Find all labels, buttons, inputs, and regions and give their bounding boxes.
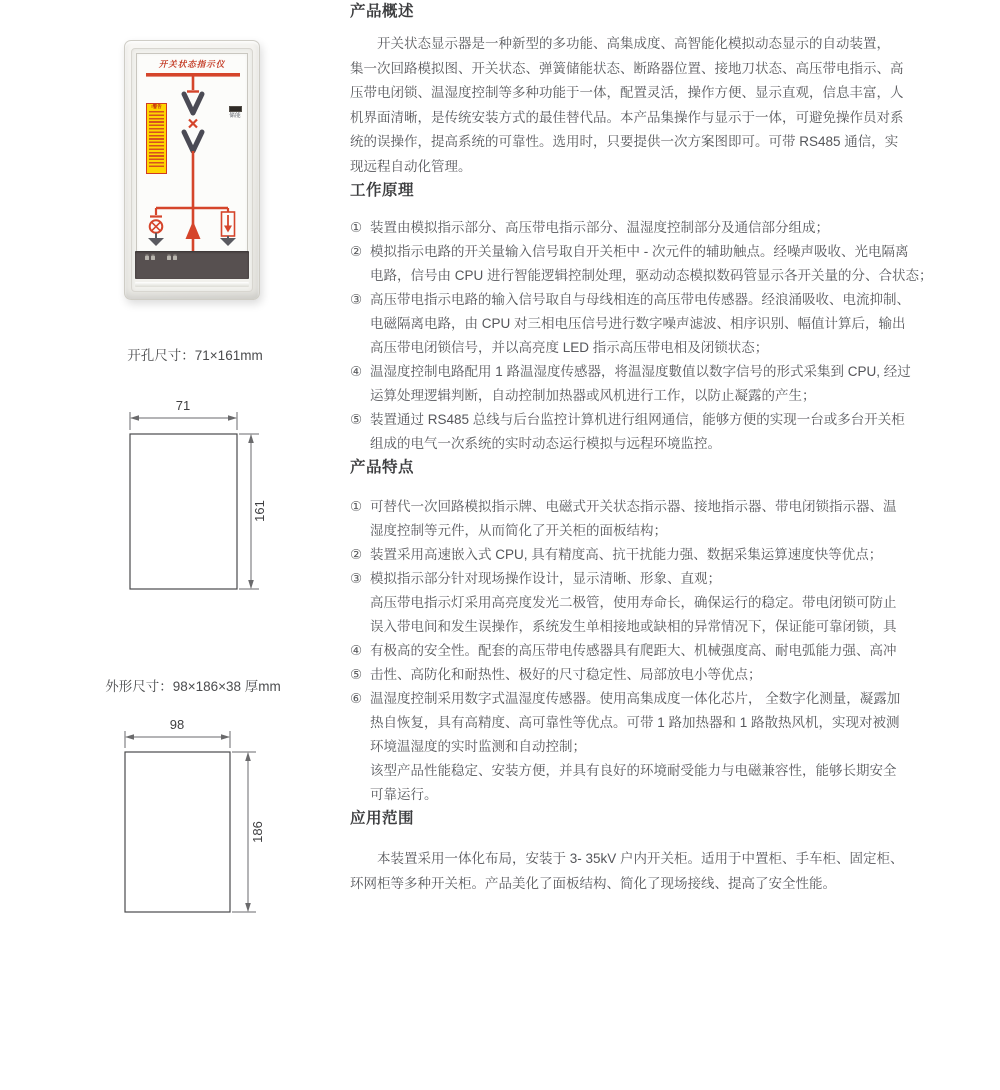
list-item [350,240,950,288]
device-bottom-groove [135,282,249,287]
cutout-width-label: 71 [175,398,191,413]
device-display-panel [136,53,248,253]
paragraph-line: 机界面清晰，是传统安装方式的最佳替代品。本产品集操作与显示于一体，可避免操作员对系 [350,109,904,125]
item-line: 模拟指示部分针对现场操作设计，显示清晰、形象、直观； [370,571,721,586]
list-item [350,543,950,567]
device-title: 开关状态指示仪 [158,59,226,69]
paragraph-line: 压带电闭锁、温湿度控制等多种功能于一体，配置灵活，操作方便、显示直观，信息丰富，人 [350,85,904,100]
outline-height-label: 186 [250,821,265,843]
item-line: 湿度控制等元件，从而简化了开关柜的面板结构； [370,523,667,538]
principle-list [350,216,950,456]
disconnector-blade-icon [184,132,202,151]
item-line: 温湿度控制采用数字式温湿度传感器。使用高集成度一体化芯片， 全数字化测量，凝露加 [370,691,901,706]
section-heading-application: 应用范围 [350,810,415,827]
earth-symbol [148,238,164,246]
item-marker: ⑤ [350,667,363,682]
item-marker: ④ [350,364,363,379]
paragraph-line: 集一次回路模拟图、开关状态、弹簧储能状态、断路器位置、接地刀状态、高压带电指示、高 [350,60,904,76]
cutout-height-label: 161 [252,500,267,522]
item-line: 电路，信号由 CPU 进行智能逻辑控制处理，驱动动态模拟数码管显示各开关量的分、合状态； [370,268,933,283]
device-photo [124,40,260,300]
section-heading-overview: 产品概述 [350,3,415,20]
item-marker: ② [350,244,363,259]
warning-sticker-text-lines [149,111,164,167]
list-item [350,567,950,639]
item-line: 高压带电闭锁信号，并以高亮度 LED 指示高压带电相及闭锁状态； [370,340,769,355]
item-marker: ③ [350,571,363,586]
paragraph-line: 现远程自动化管理。 [350,158,472,174]
list-item [350,687,950,807]
item-line: 装置由模拟指示部分、高压带电指示部分、温湿度控制部分及通信部分组成； [370,220,829,235]
item-line: 有极高的安全性。配套的高压带电传感器具有爬距大、机械强度高、耐电弧能力强、高冲 [370,643,897,658]
list-item [350,663,950,687]
item-line: 可靠运行。 [370,787,438,802]
item-line: 热自恢复，具有高精度、高可靠性等优点。可带 1 路加热器和 1 路散热风机，实现对被测 [370,715,900,730]
list-item [350,288,950,360]
item-line: 电磁隔离电路，由 CPU 对三相电压信号进行数字噪声滤波、相序识别、幅值计算后，输出 [370,316,906,331]
item-marker: ⑥ [350,691,363,706]
item-marker: ③ [350,292,363,307]
outline-width-label: 98 [169,717,185,732]
section-heading-features: 产品特点 [350,459,415,476]
item-line: 高压带电指示电路的输入信号取自与母线相连的高压带电传感器。经浪涌吸收、电流抑制、 [370,292,910,307]
section-heading-principle: 工作原理 [350,182,415,199]
feeder-arrow-symbol [186,221,201,239]
cutout-size-caption: 开孔尺寸：71×161mm [127,348,263,363]
list-item [350,408,950,456]
item-line: 该型产品性能稳定、安装方便，并具有良好的环境耐受能力与电磁兼容性，能够长期安全 [370,763,897,778]
item-marker: ④ [350,643,363,658]
item-line: 运算处理逻辑判断，自动控制加热器或风机进行工作，以防止凝露的产生； [370,388,816,403]
item-marker: ② [350,547,363,562]
terminal-pair [167,256,177,260]
list-item [350,360,950,408]
earth-symbol [220,238,236,246]
application-paragraph [350,847,950,896]
list-item [350,639,950,663]
device-terminal-strip [135,251,249,279]
energy-indicator-label: 储能 [229,113,241,119]
item-marker: ① [350,499,363,514]
warning-sticker-title: !警告 [151,104,162,110]
list-item [350,495,950,543]
overview-paragraph [350,32,950,179]
features-list [350,495,950,807]
item-line: 误入带电间和发生误操作，系统发生单相接地或缺相的异常情况下，保证能可靠闭锁，具 [370,619,897,634]
outline-size-caption: 外形尺寸：98×186×38 厚mm [105,679,281,694]
paragraph-line: 统的误操作，提高系统的可靠性。选用时，只要提供一次方案图即可。可带 RS485 通信，实 [350,134,899,149]
item-line: 可替代一次回路模拟指示牌、电磁式开关状态指示器、接地指示器、带电闭锁指示器、温 [370,499,897,514]
item-marker: ① [350,220,363,235]
item-marker: ⑤ [350,412,363,427]
item-line: 击性、高防化和耐热性、极好的尺寸稳定性、局部放电小等优点； [370,667,762,682]
item-line: 环境温湿度的实时监测和自动控制； [370,739,586,754]
disconnector-blade-icon [184,94,202,113]
item-line: 模拟指示电路的开关量输入信号取自开关柜中 - 次元件的辅助触点。经噪声吸收、光电隔离 [370,244,909,259]
terminal-pair [145,256,155,260]
item-line: 高压带电指示灯采用高亮度发光二极管，使用寿命长，确保运行的稳定。带电闭锁可防止 [370,595,897,610]
item-line: 组成的电气一次系统的实时动态运行模拟与远程环境监控。 [370,436,721,451]
list-item [350,216,950,240]
cutout-dimension-drawing [100,390,295,605]
breaker-x-icon [189,120,197,128]
energy-indicator-window [229,106,242,112]
paragraph-line: 本装置采用一体化布局，安装于 3- 35kV 户内开关柜。适用于中置柜、手车柜、固定柜、 [377,851,904,866]
warning-sticker [146,103,167,174]
paragraph-line: 环网柜等多种开关柜。产品美化了面板结构、简化了现场接线、提高了安全性能。 [350,875,836,891]
item-line: 温湿度控制电路配用 1 路温湿度传感器，将温湿度數值以数字信号的形式采集到 CPU, 经过 [370,364,911,379]
outline-dimension-drawing [100,715,295,930]
item-line: 装置通过 RS485 总线与后台监控计算机进行组网通信，能够方便的实现一台或多台开关柜 [370,412,905,427]
paragraph-line: 开关状态显示器是一种新型的多功能、高集成度、高智能化模拟动态显示的自动装置， [377,36,890,51]
content-column [350,0,950,896]
item-line: 装置采用高速嵌入式 CPU, 具有精度高、抗干扰能力强、数据采集运算速度快等优点； [370,547,883,562]
energy-storage-indicator [225,106,245,120]
